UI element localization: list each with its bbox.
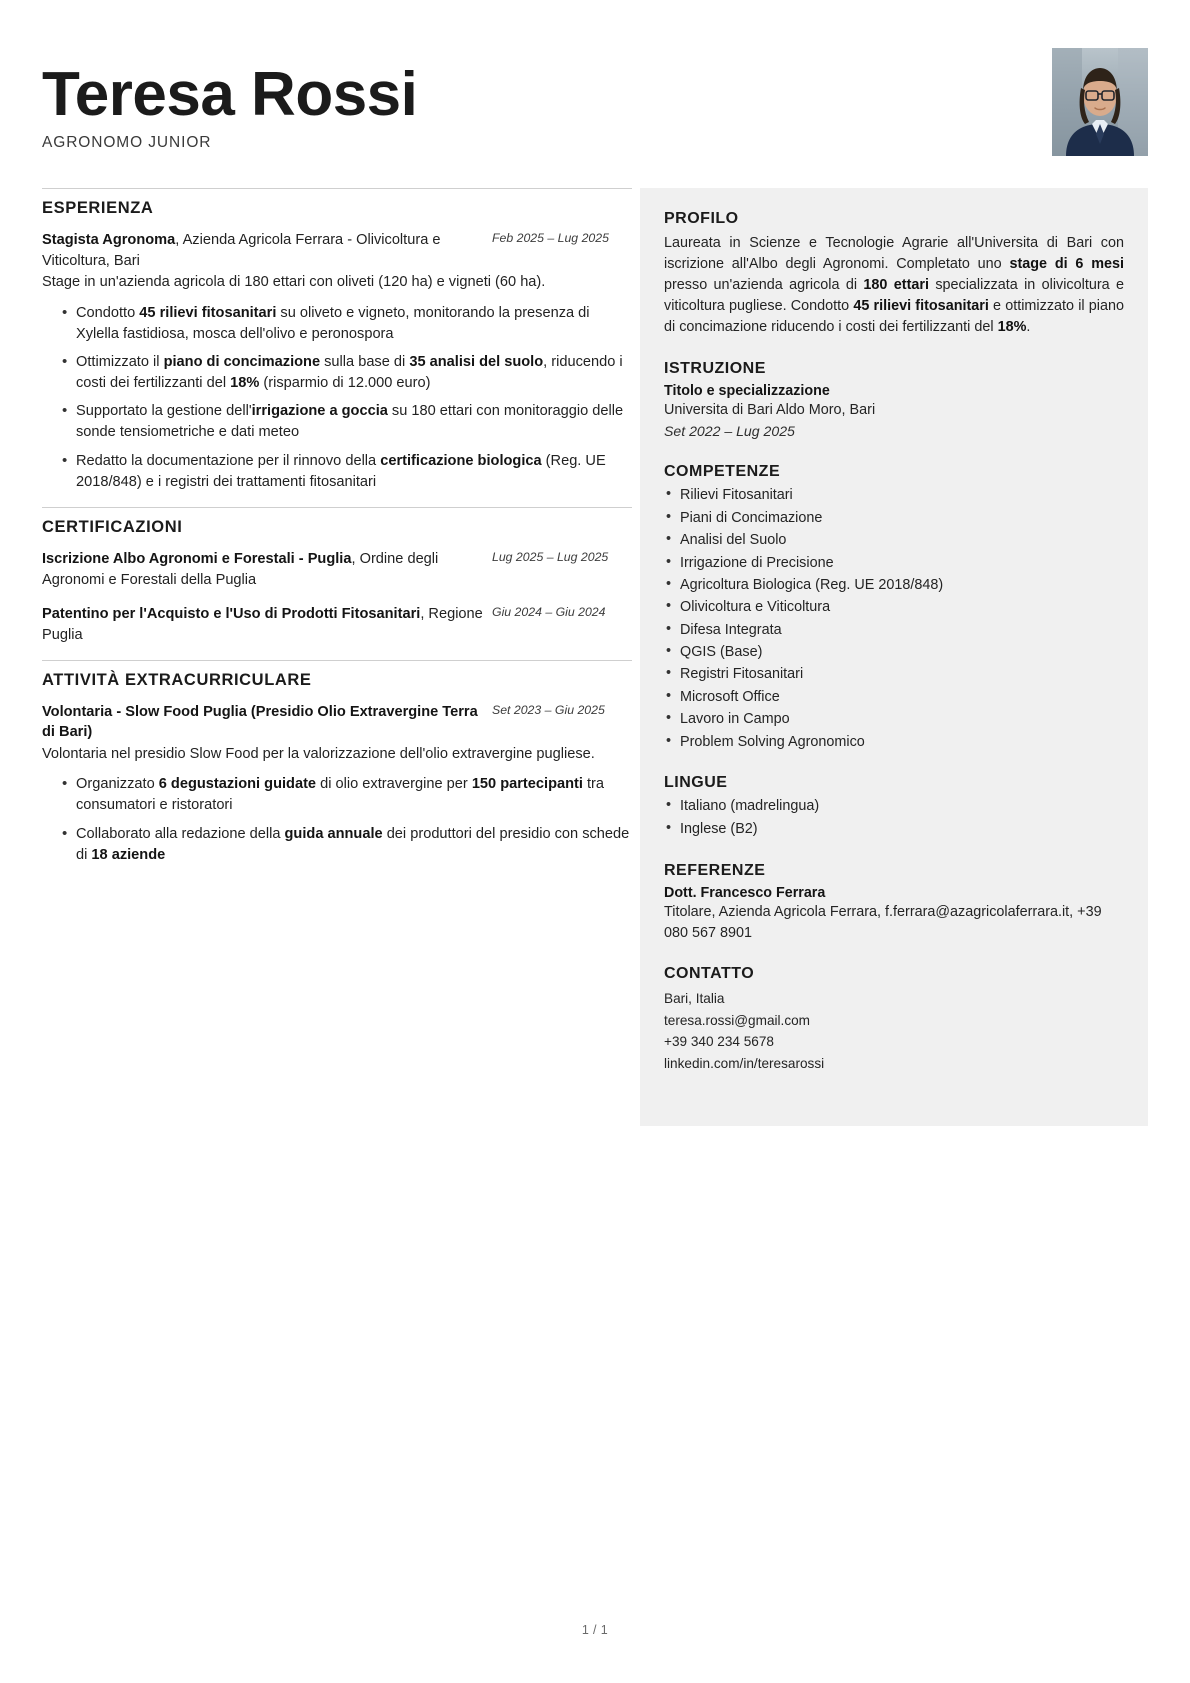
main-column <box>42 188 632 880</box>
section-extracurricular <box>42 660 632 866</box>
experience-entry-description: Stage in un'azienda agricola di 180 ettari con oliveti (120 ha) e vigneti (60 ha). <box>42 274 546 291</box>
body-text: . <box>1026 319 1031 336</box>
experience-entry-head <box>42 230 632 271</box>
emphasis-text: 150 partecipanti <box>471 776 583 793</box>
bullet-item <box>42 401 632 443</box>
emphasis-text: stage di 6 mesi <box>1009 256 1124 273</box>
sidebar-title-skills: COMPETENZE <box>664 463 781 481</box>
body-text: Organizzato <box>76 776 159 793</box>
body-text: dei produttori del presidio con schede di <box>76 825 630 863</box>
certification-entry-head <box>42 604 632 645</box>
body-text: Redatto la documentazione per il rinnovo della <box>76 452 381 469</box>
body-text: e ottimizzato il piano di concimazione riducendo i costi dei fertilizzanti del <box>664 298 1124 336</box>
contact-line: +39 340 234 5678 <box>664 1034 774 1050</box>
body-text: (Reg. UE 2018/848) e i registri dei trattamenti fitosanitari <box>76 452 606 490</box>
language-item: • Italiano (madrelingua) <box>664 797 1124 817</box>
emphasis-text: 180 ettari <box>863 277 929 294</box>
page-title: Teresa Rossi <box>42 60 418 129</box>
sidebar-section-references <box>664 862 1124 944</box>
reference-details: Titolare, Azienda Agricola Ferrara, f.ferrara@azagricolaferrara.it, +39 080 567 8901 <box>664 903 1102 941</box>
extracurricular-bullet-list <box>42 774 632 866</box>
body-text: su 180 ettari con monitoraggio delle sonde tensiometriche e dati meteo <box>76 403 624 441</box>
certification-name: Iscrizione Albo Agronomi e Forestali - Puglia <box>42 550 352 567</box>
certification-entry <box>42 549 632 590</box>
sidebar-section-languages <box>664 774 1124 839</box>
education-institution: Universita di Bari Aldo Moro, Bari <box>664 402 876 419</box>
experience-bullet-list <box>42 303 632 493</box>
page-indicator: 1 / 1 <box>581 1623 609 1637</box>
body-text: , riducendo i costi dei fertilizzanti del <box>76 353 623 392</box>
section-divider <box>42 507 632 508</box>
contact-line: linkedin.com/in/teresarossi <box>664 1055 825 1071</box>
experience-entry-date: Feb 2025 – Lug 2025 <box>492 231 609 245</box>
body-text: presso un'azienda agricola di <box>664 277 864 294</box>
skill-item: • Lavoro in Campo <box>664 710 1124 730</box>
sidebar-section-profile <box>664 210 1124 338</box>
sidebar-section-education <box>664 360 1124 441</box>
body-text: (risparmio di 12.000 euro) <box>259 375 431 392</box>
emphasis-text: certificazione biologica <box>380 452 542 469</box>
contact-line: teresa.rossi@gmail.com <box>664 1012 811 1028</box>
experience-company: , Azienda Agricola Ferrara - Olivicoltura e Viticoltura, Bari <box>42 232 441 269</box>
skill-item: • Problem Solving Agronomico <box>664 733 1124 753</box>
body-text: su oliveto e vigneto, monitorando la presenza di Xylella fastidiosa, mosca dell'olivo e peronospora <box>76 304 590 342</box>
emphasis-text: 45 rilievi fitosanitari <box>853 298 989 315</box>
body-text: tra consumatori e ristoratori <box>76 776 605 814</box>
skill-item: • Registri Fitosanitari <box>664 665 1124 685</box>
extracurricular-entry <box>42 702 632 866</box>
body-text: Collaborato alla redazione della <box>76 825 285 842</box>
emphasis-text: irrigazione a goccia <box>251 403 388 420</box>
certification-issuer: , Regione Puglia <box>42 606 483 643</box>
bullet-item <box>42 824 632 866</box>
section-title-experience: ESPERIENZA <box>42 199 154 217</box>
sidebar-title-references: REFERENZE <box>664 861 766 879</box>
emphasis-text: 35 analisi del suolo <box>409 353 544 370</box>
section-divider <box>42 188 632 189</box>
body-text: Condotto <box>76 304 140 321</box>
certification-entry-head <box>42 549 632 590</box>
body-text: Supportato la gestione dell' <box>76 403 252 420</box>
skill-item: • Piani di Concimazione <box>664 509 1124 529</box>
body-text: sulla base di <box>320 353 410 370</box>
contact-lines <box>664 988 1124 1074</box>
education-date: Set 2022 – Lug 2025 <box>664 423 795 440</box>
certification-issuer: , Ordine degli Agronomi e Forestali della Puglia <box>42 550 439 588</box>
skill-item: • Agricoltura Biologica (Reg. UE 2018/848) <box>664 576 1124 596</box>
body-text: Ottimizzato il <box>76 353 164 370</box>
sidebar-title-education: ISTRUZIONE <box>664 360 766 378</box>
contact-line: Bari, Italia <box>664 991 725 1007</box>
certification-entry-title <box>42 549 487 590</box>
extracurricular-role: Volontaria - Slow Food Puglia (Presidio Olio Extravergine Terra di Bari) <box>42 703 478 741</box>
skills-list <box>664 486 1124 752</box>
bullet-item <box>42 303 632 345</box>
extracurricular-entry-title <box>42 702 487 743</box>
resume-header <box>42 48 1148 166</box>
emphasis-text: 6 degustazioni guidate <box>158 776 317 793</box>
experience-entry-title <box>42 230 487 271</box>
certification-entry <box>42 604 632 645</box>
emphasis-text: 18% <box>230 375 260 392</box>
sidebar-title-profile: PROFILO <box>664 210 739 227</box>
section-experience <box>42 188 632 493</box>
section-title-extracurricular: ATTIVITÀ EXTRACURRICULARE <box>42 670 312 689</box>
emphasis-text: piano di concimazione <box>163 353 321 370</box>
section-divider <box>42 660 632 661</box>
body-text: specializzata in olivicoltura e viticoltura pugliese. Condotto <box>664 277 1124 315</box>
job-title: AGRONOMO JUNIOR <box>42 134 212 151</box>
certification-name: Patentino per l'Acquisto e l'Uso di Prodotti Fitosanitari <box>42 606 421 623</box>
section-certifications <box>42 507 632 646</box>
education-degree: Titolo e specializzazione <box>664 383 830 400</box>
sidebar-section-skills <box>664 463 1124 752</box>
emphasis-text: 18 aziende <box>91 846 166 863</box>
reference-name: Dott. Francesco Ferrara <box>664 884 826 901</box>
language-item: • Inglese (B2) <box>664 820 1124 840</box>
extracurricular-entry-head <box>42 702 632 743</box>
bullet-item <box>42 451 632 493</box>
skill-item: • Microsoft Office <box>664 688 1124 708</box>
sidebar <box>640 188 1148 1126</box>
bullet-item <box>42 774 632 816</box>
experience-role: Stagista Agronoma <box>42 232 176 248</box>
body-text: di olio extravergine per <box>316 776 472 793</box>
skill-item: • Analisi del Suolo <box>664 531 1124 551</box>
extracurricular-entry-description: Volontaria nel presidio Slow Food per la valorizzazione dell'olio extravergine pugliese. <box>42 746 595 763</box>
extracurricular-entry-date: Set 2023 – Giu 2025 <box>492 702 605 717</box>
skill-item: • Rilievi Fitosanitari <box>664 486 1124 506</box>
bullet-item <box>42 352 632 394</box>
skill-item: • Irrigazione di Precisione <box>664 554 1124 574</box>
certification-entry-title <box>42 604 487 645</box>
sidebar-section-contact <box>664 965 1124 1074</box>
section-title-certifications: CERTIFICAZIONI <box>42 517 183 536</box>
certification-entry-date: Lug 2025 – Lug 2025 <box>492 549 609 564</box>
profile-text <box>664 233 1124 338</box>
avatar <box>1052 48 1148 156</box>
body-text: Laureata in Scienze e Tecnologie Agrarie all'Universita di Bari con iscrizione all'Albo degli Agronomi. Completato uno <box>664 235 1124 273</box>
certification-entry-date: Giu 2024 – Giu 2024 <box>492 605 606 620</box>
emphasis-text: guida annuale <box>284 825 383 842</box>
skill-item: • Difesa Integrata <box>664 621 1124 641</box>
sidebar-title-contact: CONTATTO <box>664 965 755 983</box>
emphasis-text: 45 rilievi fitosanitari <box>139 304 277 321</box>
experience-entry <box>42 230 632 493</box>
sidebar-title-languages: LINGUE <box>664 774 728 792</box>
skill-item: • Olivicoltura e Viticoltura <box>664 598 1124 618</box>
languages-list <box>664 797 1124 839</box>
skill-item: • QGIS (Base) <box>664 643 1124 663</box>
portrait-icon <box>1052 48 1148 156</box>
emphasis-text: 18% <box>997 319 1027 336</box>
